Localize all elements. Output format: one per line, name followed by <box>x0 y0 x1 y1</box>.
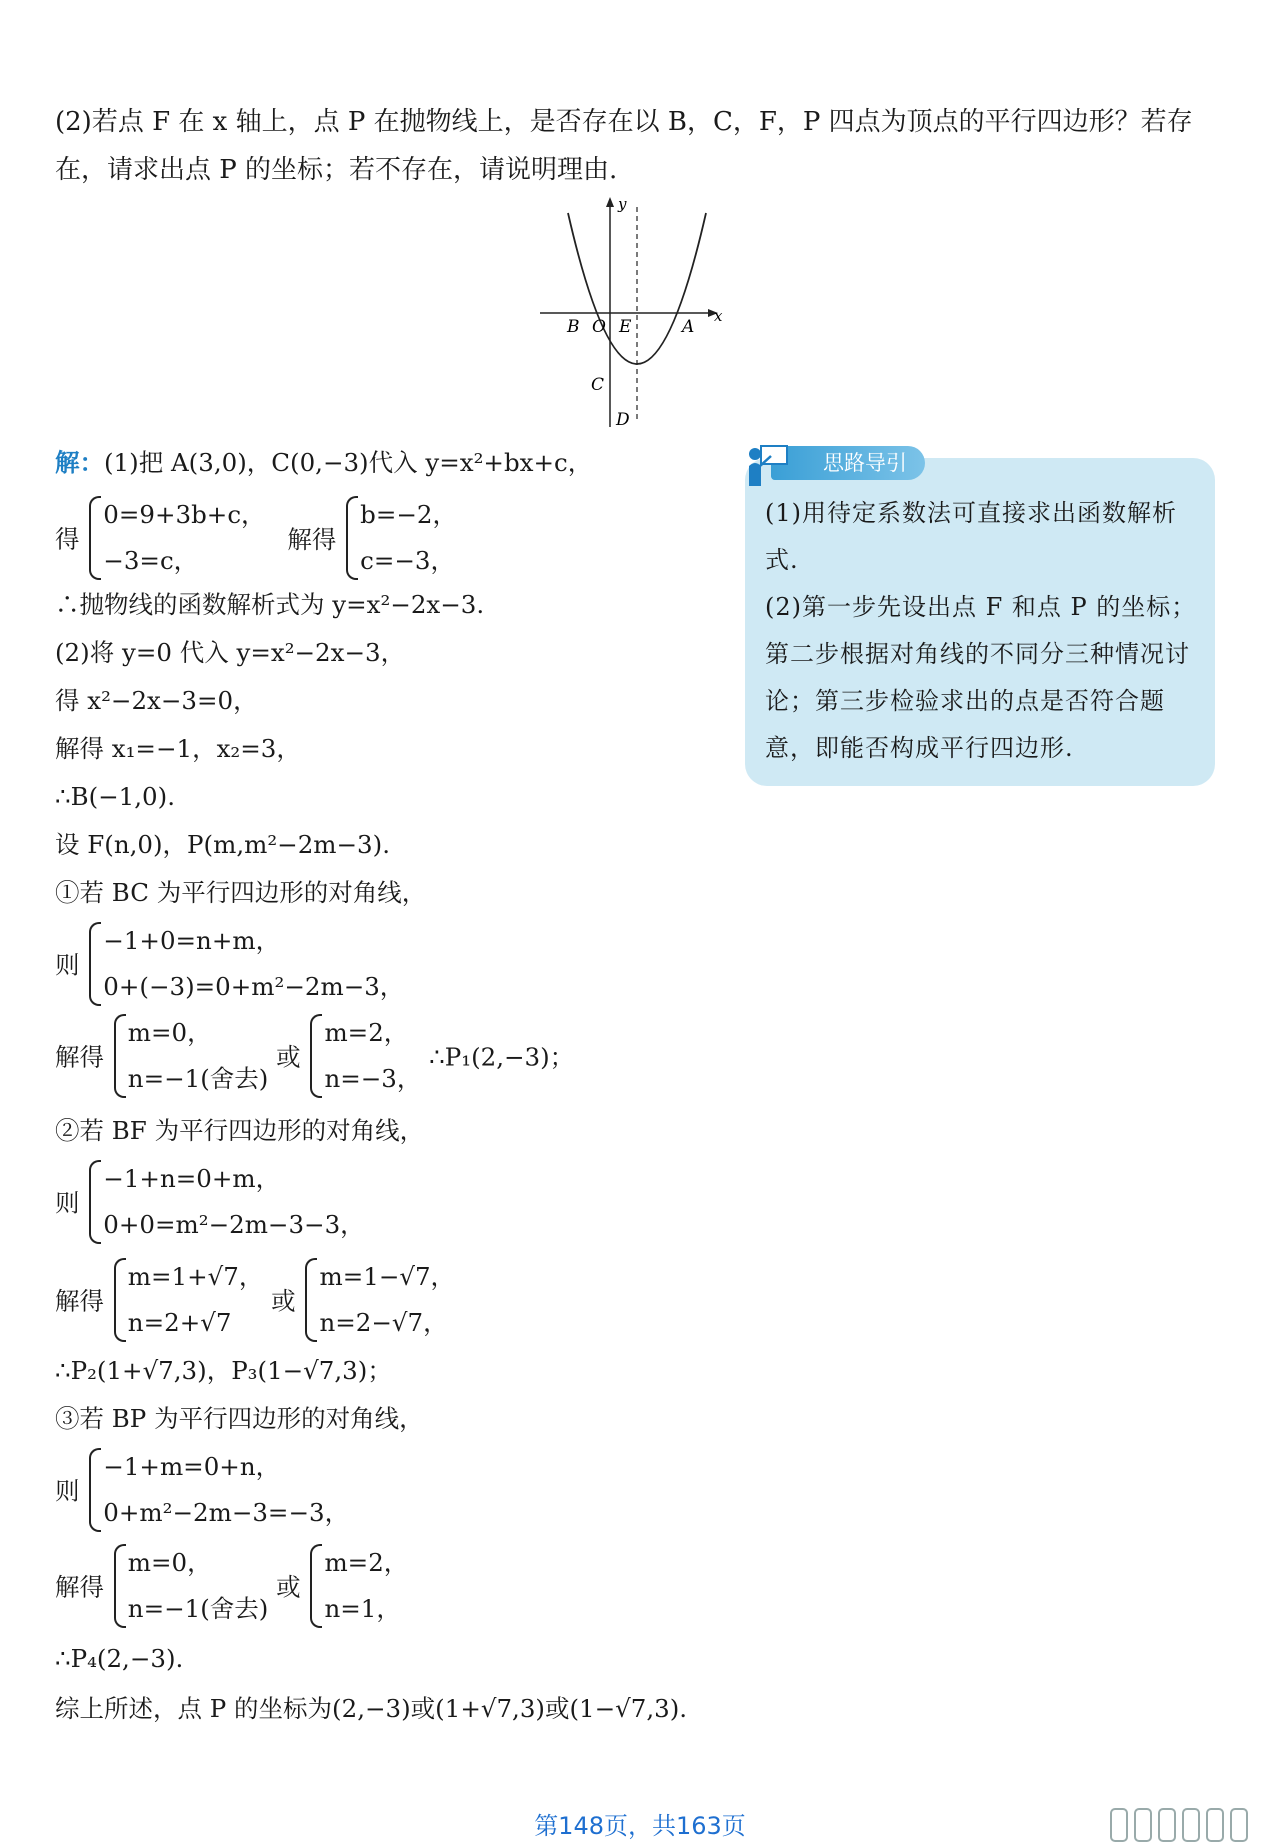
case-1-sol-brace-a <box>112 1010 269 1102</box>
solution-label: 解： <box>55 448 104 477</box>
sys1-sol2: c=−3， <box>360 546 456 575</box>
case-1-system <box>55 918 404 1010</box>
brace-2 <box>344 492 457 584</box>
case-2-heading: ②若 BF 为平行四边形的对角线， <box>55 1116 425 1145</box>
case-2-sol-b1: m=1−√7， <box>319 1262 456 1291</box>
solution-line-1 <box>55 446 592 480</box>
summary-line: 综上所述，点 P 的坐标为(2,−3)或(1+√7,3)或(1−√7,3). <box>55 1694 688 1723</box>
case-2-sol-b2: n=2−√7， <box>319 1308 448 1337</box>
case-3-huo: 或 <box>276 1572 301 1602</box>
page-indicator: 第148页，共163页 <box>534 1812 746 1840</box>
case-1-result: ∴P₁(2,−3)； <box>429 1042 575 1072</box>
label-A: A <box>682 317 695 337</box>
tip-p1: (1)用待定系数法可直接求出函数解析式. <box>765 499 1177 574</box>
case-1-sol-brace-b <box>308 1010 421 1102</box>
case-2-sol-brace-a <box>112 1254 264 1346</box>
case-1-row2: 0+(−3)=0+m²−2m−3， <box>103 972 405 1001</box>
sys1-mid: 解得 <box>287 524 337 554</box>
case-3-sol-a2: n=−1(舍去) <box>127 1594 269 1623</box>
case-2-row1: −1+n=0+m， <box>103 1164 281 1193</box>
case-1-ze: 则 <box>55 950 80 980</box>
solution-line-2: ∴抛物线的函数解析式为 y=x²−2x−3. <box>55 590 485 619</box>
label-x: x <box>714 307 723 325</box>
sys1-sol1: b=−2， <box>360 500 457 529</box>
case-2-sol-a1: m=1+√7， <box>127 1262 264 1291</box>
solution-line-6: ∴B(−1,0). <box>55 782 175 811</box>
case-3-jiede: 解得 <box>55 1572 104 1602</box>
solution-line-5: 解得 x₁=−1，x₂=3， <box>55 734 301 763</box>
page-thumbnail-strip[interactable] <box>1110 1808 1248 1842</box>
thumbnail-3[interactable] <box>1158 1808 1176 1842</box>
label-O: O <box>592 317 606 337</box>
solution-line-7: 设 F(n,0)，P(m,m²−2m−3). <box>55 830 390 859</box>
case-3-brace <box>87 1444 349 1536</box>
system-1 <box>55 492 457 584</box>
case-2-brace <box>87 1156 364 1248</box>
label-C: C <box>591 375 605 395</box>
case-2-ze: 则 <box>55 1188 80 1218</box>
label-E: E <box>619 317 632 337</box>
case-3-solution <box>55 1540 408 1632</box>
parabola-figure <box>540 195 740 430</box>
case-2-row2: 0+0=m²−2m−3−3， <box>103 1210 365 1239</box>
case-3-sol-b1: m=2， <box>324 1548 409 1577</box>
case-1-sol-b2: n=−3， <box>324 1064 422 1093</box>
solution-l1-text: (1)把 A(3,0)，C(0,−3)代入 y=x²+bx+c， <box>104 448 593 477</box>
case-1-sol-b1: m=2， <box>324 1018 409 1047</box>
case-1-huo: 或 <box>276 1042 301 1072</box>
solution-line-4: 得 x²−2x−3=0， <box>55 686 258 715</box>
tip-p2: (2)第一步先设出点 F 和点 P 的坐标；第二步根据对角线的不同分三种情况讨论；第三步检验求出的点是否符合题意，即能否构成平行四边形. <box>765 593 1197 762</box>
case-3-heading: ③若 BP 为平行四边形的对角线， <box>55 1404 424 1433</box>
case-1-solution <box>55 1010 574 1102</box>
tip-title: 思路导引 <box>771 446 925 480</box>
case-1-brace <box>87 918 404 1010</box>
case-1-sol-a1: m=0， <box>127 1018 212 1047</box>
question-text: (2)若点 F 在 x 轴上，点 P 在抛物线上，是否存在以 B，C，F，P 四点为顶点的平行四边形？若存在，请求出点 P 的坐标；若不存在，请说明理由. <box>55 107 1193 185</box>
brace-1 <box>87 492 265 584</box>
case-1-jiede: 解得 <box>55 1042 104 1072</box>
case-1-heading: ①若 BC 为平行四边形的对角线， <box>55 878 427 907</box>
case-2-huo: 或 <box>271 1286 296 1316</box>
case-3-system <box>55 1444 349 1536</box>
sys1-prefix: 得 <box>55 524 80 554</box>
case-2-system <box>55 1156 365 1248</box>
case-2-sol-brace-b <box>303 1254 455 1346</box>
case-3-row2: 0+m²−2m−3=−3， <box>103 1498 350 1527</box>
case-3-sol-brace-a <box>112 1540 269 1632</box>
teacher-icon <box>745 442 797 488</box>
label-B: B <box>567 317 580 337</box>
thumbnail-4[interactable] <box>1182 1808 1200 1842</box>
case-1-row1: −1+0=n+m， <box>103 926 281 955</box>
thumbnail-5[interactable] <box>1206 1808 1224 1842</box>
solution-line-3: (2)将 y=0 代入 y=x²−2x−3， <box>55 638 406 667</box>
case-2-jiede: 解得 <box>55 1286 104 1316</box>
tip-text <box>765 490 1210 772</box>
label-y: y <box>618 195 627 213</box>
sys1-row2: −3=c， <box>103 546 199 575</box>
case-3-ze: 则 <box>55 1476 80 1506</box>
case-3-sol-brace-b <box>308 1540 408 1632</box>
case-2-solution <box>55 1254 455 1346</box>
case-2-sol-a2: n=2+√7 <box>127 1308 232 1337</box>
case-3-row1: −1+m=0+n， <box>103 1452 281 1481</box>
case-3-sol-b2: n=1， <box>324 1594 401 1623</box>
case-1-sol-a2: n=−1(舍去) <box>127 1064 269 1093</box>
thumbnail-1[interactable] <box>1110 1808 1128 1842</box>
y-axis-arrow <box>606 197 614 207</box>
thumbnail-2[interactable] <box>1134 1808 1152 1842</box>
case-3-result: ∴P₄(2,−3). <box>55 1644 184 1673</box>
sys1-row1: 0=9+3b+c， <box>103 500 266 529</box>
case-2-result: ∴P₂(1+√7,3)，P₃(1−√7,3)； <box>55 1356 392 1385</box>
label-D: D <box>616 410 630 430</box>
thumbnail-6[interactable] <box>1230 1808 1248 1842</box>
case-3-sol-a1: m=0， <box>127 1548 212 1577</box>
